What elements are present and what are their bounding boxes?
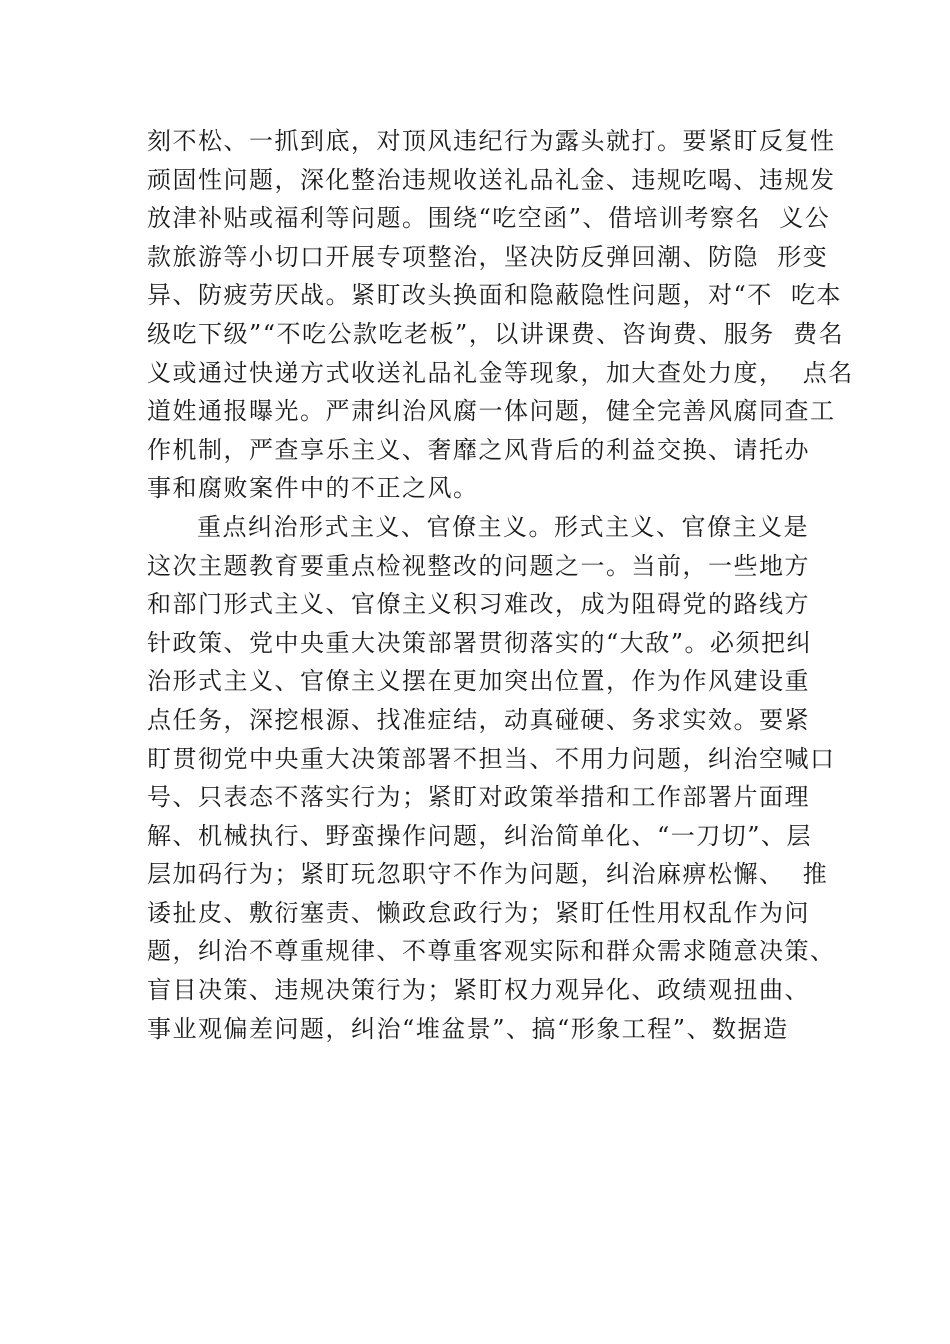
text-line: 和部门形式主义、官僚主义积习难改，成为阻碍党的路线方 xyxy=(147,590,810,619)
text-line: 针政策、党中央重大决策部署贯彻落实的“大敌”。必须把纠 xyxy=(147,628,813,657)
paragraph-heading-line: 重点纠治形式主义、官僚主义。形式主义、官僚主义是 xyxy=(197,512,809,541)
paragraph-1 xyxy=(147,122,854,508)
text-line: 号、只表态不落实行为；紧盯对政策举措和工作部署片面理 xyxy=(147,783,810,812)
text-line: 道姓通报曝光。严肃纠治风腐一体问题，健全完善风腐同查工 xyxy=(147,397,836,426)
document-body xyxy=(147,122,854,1048)
text-line: 顽固性问题，深化整治违规收送礼品礼金、违规吃喝、违规发 xyxy=(147,165,836,194)
text-line: 作机制，严查享乐主义、奢靡之风背后的利益交换、请托办 xyxy=(147,435,810,464)
text-line: 这次主题教育要重点检视整改的问题之一。当前，一些地方 xyxy=(147,551,810,580)
text-line: 治形式主义、官僚主义摆在更加突出位置，作为作风建设重 xyxy=(147,667,810,696)
text-line: 放津补贴或福利等问题。围绕“吃空函”、借培训考察名 义公 xyxy=(147,204,831,233)
text-line: 异、防疲劳厌战。紧盯改头换面和隐蔽隐性问题，对“不 吃本 xyxy=(147,281,843,310)
paragraph-2 xyxy=(147,508,847,1048)
text-line: 盲目决策、违规决策行为；紧盯权力观异化、政绩观扭曲、 xyxy=(147,976,810,1005)
text-line: 事业观偏差问题，纠治“堆盆景”、搞“形象工程”、数据造 xyxy=(147,1014,789,1043)
text-line: 款旅游等小切口开展专项整治，坚决防反弹回潮、防隐 形变 xyxy=(147,242,829,271)
text-line: 诿扯皮、敷衍塞责、懒政怠政行为；紧盯任性用权乱作为问 xyxy=(147,898,810,927)
text-line: 盯贯彻党中央重大决策部署不担当、不用力问题，纠治空喊口 xyxy=(147,744,836,773)
text-line: 解、机械执行、野蛮操作问题，纠治简单化、“一刀切”、层 xyxy=(147,821,813,850)
text-line: 义或通过快递方式收送礼品礼金等现象，加大查处力度， 点名 xyxy=(147,358,854,387)
text-line: 层加码行为；紧盯玩忽职守不作为问题，纠治麻痹松懈、 推 xyxy=(147,860,829,889)
text-line: 刻不松、一抓到底，对顶风违纪行为露头就打。要紧盯反复性 xyxy=(147,127,836,155)
text-line: 事和腐败案件中的不正之风。 xyxy=(147,474,479,503)
text-line: 题，纠治不尊重规律、不尊重客观实际和群众需求随意决策、 xyxy=(147,937,836,966)
text-line: 点任务，深挖根源、找准症结，动真碰硬、务求实效。要紧 xyxy=(147,705,810,734)
text-line: 级吃下级”“不吃公款吃老板”，以讲课费、咨询费、服务 费名 xyxy=(147,319,845,348)
